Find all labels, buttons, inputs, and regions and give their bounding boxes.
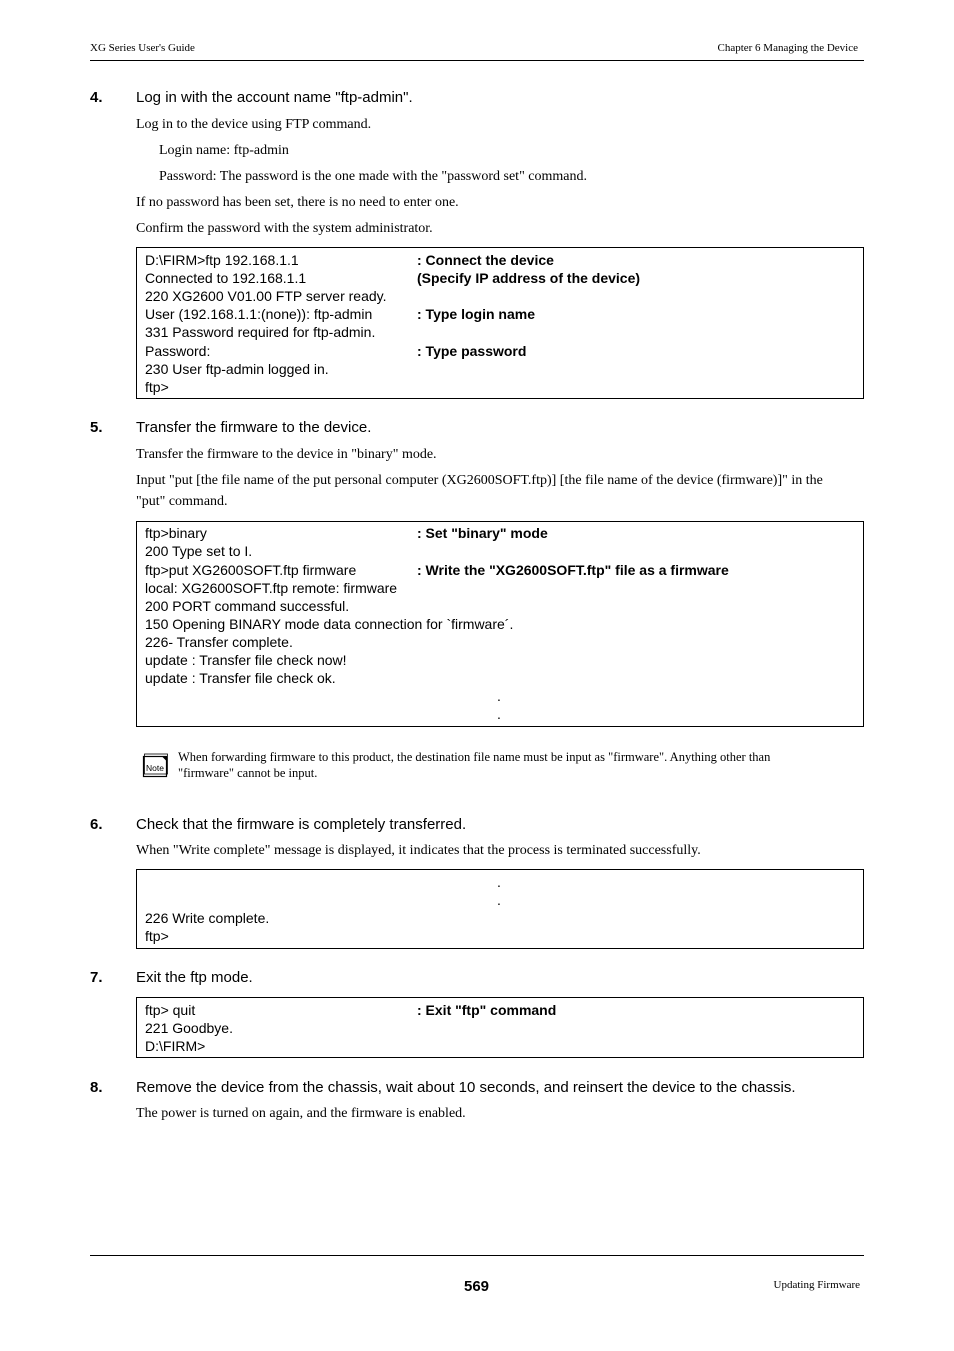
note-text-line-1: When forwarding firmware to this product, the destination file name must be input as "firmware". Anything other than (178, 750, 771, 764)
code-line: Connected to 192.168.1.1 (145, 270, 307, 286)
code-line: Password: (145, 343, 211, 359)
code-line: local: XG2600SOFT.ftp remote: firmware (145, 580, 398, 596)
code-comment: : Connect the device (417, 252, 554, 268)
code-line: ftp>put XG2600SOFT.ftp firmware (145, 562, 357, 578)
ellipsis-dot: . (497, 874, 501, 890)
step-6-para-1: When "Write complete" message is displayed, it indicates that the process is terminated successfully. (136, 843, 701, 858)
step-4-para-5: Confirm the password with the system administrator. (136, 221, 433, 236)
code-line: ftp> (145, 379, 169, 395)
step-8-title: Remove the device from the chassis, wait about 10 seconds, and reinsert the device to the chassis. (136, 1079, 796, 1096)
code-comment: : Set "binary" mode (417, 525, 548, 541)
code-line: ftp>binary (145, 525, 207, 541)
step-7-code-box (136, 997, 864, 1058)
step-4-login-name: Login name: ftp-admin (159, 143, 289, 158)
ellipsis-dot: . (497, 706, 501, 722)
step-5-para-2: Input "put [the file name of the put personal computer (XG2600SOFT.ftp)] [the file name of the device (firmware)]" in the (136, 473, 823, 488)
step-7-number: 7. (90, 969, 103, 986)
step-5-number: 5. (90, 419, 103, 436)
ellipsis-dot: . (497, 688, 501, 704)
code-line: ftp> (145, 928, 169, 944)
code-line: User (192.168.1.1:(none)): ftp-admin (145, 306, 373, 322)
code-line: D:\FIRM>ftp 192.168.1.1 (145, 252, 299, 268)
header-guide-title: XG Series User's Guide (90, 42, 195, 54)
page-number: 569 (464, 1278, 490, 1295)
step-4-number: 4. (90, 89, 103, 106)
step-5-para-1: Transfer the firmware to the device in "binary" mode. (136, 447, 437, 462)
code-line: update : Transfer file check ok. (145, 670, 336, 686)
code-comment: (Specify IP address of the device) (417, 270, 641, 286)
header-rule (90, 60, 864, 61)
code-line: update : Transfer file check now! (145, 652, 347, 668)
step-7-title: Exit the ftp mode. (136, 969, 253, 986)
header-chapter-title: Chapter 6 Managing the Device (717, 42, 858, 54)
code-comment: : Write the "XG2600SOFT.ftp" file as a firmware (417, 562, 729, 578)
note-icon-label: Note (146, 763, 164, 773)
step-8-number: 8. (90, 1079, 103, 1096)
code-comment: : Exit "ftp" command (417, 1002, 557, 1018)
code-comment: : Type login name (417, 306, 535, 322)
step-4-title: Log in with the account name "ftp-admin". (136, 89, 413, 106)
code-line: 331 Password required for ftp-admin. (145, 324, 376, 340)
step-6-number: 6. (90, 816, 103, 833)
code-line: 200 Type set to I. (145, 543, 253, 559)
ellipsis-dot: . (497, 892, 501, 908)
code-comment: : Type password (417, 343, 527, 359)
step-5-title: Transfer the firmware to the device. (136, 419, 372, 436)
code-line: 226- Transfer complete. (145, 634, 293, 650)
step-4-para-1: Log in to the device using FTP command. (136, 117, 372, 132)
code-line: ftp> quit (145, 1002, 196, 1018)
code-line: 200 PORT command successful. (145, 598, 350, 614)
step-8-para-1: The power is turned on again, and the firmware is enabled. (136, 1106, 466, 1121)
step-5-code-box (136, 521, 864, 727)
step-4-password-info: Password: The password is the one made with the "password set" command. (159, 169, 587, 184)
step-4-code-box (136, 247, 864, 399)
footer-rule (90, 1255, 864, 1256)
code-line: 230 User ftp-admin logged in. (145, 361, 329, 377)
note-text-line-2: "firmware" cannot be input. (178, 766, 318, 780)
step-4-para-4: If no password has been set, there is no need to enter one. (136, 195, 459, 210)
step-5-para-2-cont: "put" command. (136, 494, 228, 509)
note-icon (142, 752, 168, 778)
code-line: 226 Write complete. (145, 910, 270, 926)
code-line: 220 XG2600 V01.00 FTP server ready. (145, 288, 387, 304)
step-6-title: Check that the firmware is completely transferred. (136, 816, 467, 833)
code-line: 221 Goodbye. (145, 1020, 233, 1036)
code-line: D:\FIRM> (145, 1038, 206, 1054)
footer-section-title: Updating Firmware (773, 1279, 860, 1291)
code-line: 150 Opening BINARY mode data connection for `firmware´. (145, 616, 514, 632)
step-6-code-box (136, 869, 864, 949)
